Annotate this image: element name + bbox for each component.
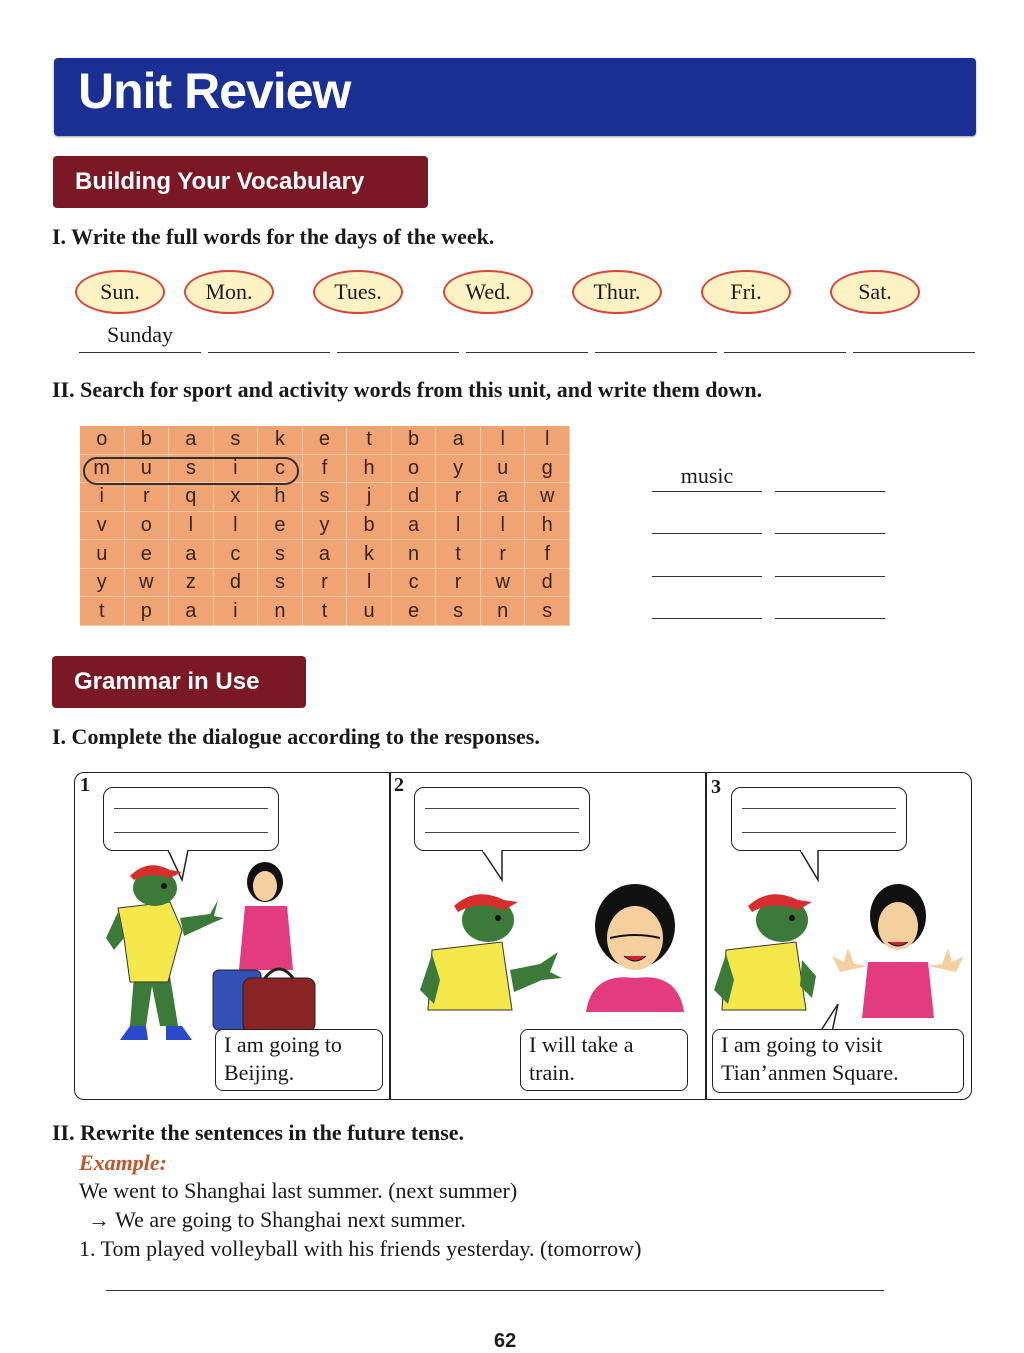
response-line: Tian’anmen Square.	[721, 1060, 899, 1085]
panel-number: 3	[711, 776, 721, 798]
grid-letter: y	[303, 512, 348, 541]
grid-letter: e	[303, 426, 348, 455]
grid-letter: s	[436, 597, 481, 626]
grid-letter: u	[80, 540, 125, 569]
day-abbreviation-pill: Sun.	[75, 270, 165, 314]
panel-number: 2	[394, 774, 404, 796]
found-word-highlight-music	[83, 457, 299, 485]
speech-bubble-blank	[103, 787, 279, 851]
day-abbreviation-pill: Mon.	[184, 270, 274, 314]
response-line: I will take a	[529, 1032, 634, 1057]
grid-letter: o	[125, 512, 170, 541]
girl-character-illustration	[580, 882, 690, 1012]
grid-letter: f	[525, 540, 570, 569]
speech-bubble-blank	[414, 787, 590, 851]
grid-letter: a	[169, 597, 214, 626]
grid-letter: k	[258, 426, 303, 455]
grid-letter: a	[481, 483, 526, 512]
word-answer-blank[interactable]	[775, 533, 885, 534]
grid-letter: t	[347, 426, 392, 455]
grid-letter: a	[169, 540, 214, 569]
grid-letter: a	[436, 426, 481, 455]
response-box	[712, 1029, 964, 1093]
day-answer-blank[interactable]	[337, 352, 459, 353]
day-abbreviation-pill: Thur.	[572, 270, 662, 314]
grid-letter: a	[392, 512, 437, 541]
grid-letter: b	[392, 426, 437, 455]
grid-letter: n	[481, 597, 526, 626]
grid-letter: d	[392, 483, 437, 512]
grid-letter: i	[214, 597, 259, 626]
grid-letter: t	[80, 597, 125, 626]
grid-letter: o	[80, 426, 125, 455]
grid-letter: w	[481, 569, 526, 598]
day-answer-blank[interactable]	[595, 352, 717, 353]
word-answer-blank[interactable]	[775, 576, 885, 577]
grid-letter: s	[258, 540, 303, 569]
grid-letter: s	[169, 455, 214, 484]
grid-letter: t	[303, 597, 348, 626]
grid-letter: l	[481, 426, 526, 455]
girl-character-illustration	[205, 860, 320, 1035]
grid-letter: s	[258, 569, 303, 598]
grid-letter: l	[436, 512, 481, 541]
day-answer-blank[interactable]	[466, 352, 588, 353]
boy-character-illustration	[418, 880, 568, 1020]
grid-letter: r	[303, 569, 348, 598]
grid-letter: h	[258, 483, 303, 512]
grid-letter: n	[392, 540, 437, 569]
grid-letter: r	[125, 483, 170, 512]
day-answer-blank[interactable]	[724, 352, 846, 353]
grid-letter: u	[125, 455, 170, 484]
grid-letter: h	[347, 455, 392, 484]
grid-letter: c	[258, 455, 303, 484]
grid-letter: e	[125, 540, 170, 569]
grid-letter: y	[436, 455, 481, 484]
day-answer-text: Sunday	[107, 322, 173, 347]
rewrite-item-1: 1. Tom played volleyball with his friends yesterday. (tomorrow)	[79, 1236, 642, 1261]
grid-letter: p	[125, 597, 170, 626]
grid-letter: s	[214, 426, 259, 455]
grid-letter: f	[303, 455, 348, 484]
grid-letter: j	[347, 483, 392, 512]
speech-bubble-tail	[792, 850, 832, 884]
grid-letter: r	[436, 483, 481, 512]
grid-letter: h	[525, 512, 570, 541]
response-line: I am going to visit	[721, 1032, 883, 1057]
grid-letter: b	[125, 426, 170, 455]
grid-letter: a	[303, 540, 348, 569]
response-line: train.	[529, 1060, 575, 1085]
example-label: Example:	[79, 1150, 167, 1175]
day-abbreviation-pill: Wed.	[443, 270, 533, 314]
response-box	[520, 1029, 688, 1091]
grammar-question-2-prompt: II. Rewrite the sentences in the future tense.	[52, 1120, 465, 1145]
grid-letter: u	[347, 597, 392, 626]
day-abbreviation-pill: Sat.	[830, 270, 920, 314]
vocab-question-2-prompt: II. Search for sport and activity words from this unit, and write them down.	[52, 377, 763, 402]
grid-letter: s	[525, 597, 570, 626]
panel-divider	[705, 772, 707, 1100]
word-answer-blank[interactable]	[652, 618, 762, 619]
grid-letter: o	[392, 455, 437, 484]
response-line: Beijing.	[224, 1060, 295, 1085]
grid-letter: l	[525, 426, 570, 455]
speech-bubble-tail	[476, 850, 516, 884]
grid-letter: r	[481, 540, 526, 569]
section-tab-vocabulary: Building Your Vocabulary	[53, 156, 428, 208]
grid-letter: e	[392, 597, 437, 626]
grammar-question-1-prompt: I. Complete the dialogue according to the responses.	[52, 724, 540, 749]
grid-letter: k	[347, 540, 392, 569]
response-box	[215, 1029, 383, 1091]
grid-letter: y	[80, 569, 125, 598]
word-answer-text: music	[680, 463, 734, 488]
page-title: Unit Review	[78, 63, 351, 119]
panel-number: 1	[80, 774, 90, 796]
grid-letter: i	[80, 483, 125, 512]
grid-letter: a	[169, 426, 214, 455]
grid-letter: l	[214, 512, 259, 541]
grid-letter: r	[436, 569, 481, 598]
example-sentence: We went to Shanghai last summer. (next summer)	[79, 1178, 518, 1203]
grid-letter: x	[214, 483, 259, 512]
day-answer-blank[interactable]	[79, 352, 201, 353]
word-answer-blank[interactable]	[652, 491, 762, 492]
day-abbreviation-pill: Tues.	[313, 270, 403, 314]
grid-letter: z	[169, 569, 214, 598]
grid-letter: w	[125, 569, 170, 598]
grid-letter: c	[214, 540, 259, 569]
page-number: 62	[494, 1330, 517, 1352]
panel-divider	[389, 772, 391, 1100]
speech-bubble-blank	[731, 787, 907, 851]
word-answer-blank[interactable]	[652, 576, 762, 577]
grid-letter: q	[169, 483, 214, 512]
day-answer-blank[interactable]	[208, 352, 330, 353]
grid-letter: d	[214, 569, 259, 598]
grid-letter: b	[347, 512, 392, 541]
grid-letter: s	[303, 483, 348, 512]
grid-letter: w	[525, 483, 570, 512]
grid-letter: v	[80, 512, 125, 541]
day-answer-blank[interactable]	[853, 352, 975, 353]
word-answer-blank[interactable]	[652, 533, 762, 534]
grid-letter: d	[525, 569, 570, 598]
word-answer-blank[interactable]	[775, 618, 885, 619]
rewrite-answer-blank-1[interactable]	[106, 1290, 884, 1291]
example-answer: → We are going to Shanghai next summer.	[88, 1207, 466, 1232]
section-tab-grammar: Grammar in Use	[52, 656, 306, 708]
grid-letter: l	[347, 569, 392, 598]
day-abbreviation-pill: Fri.	[701, 270, 791, 314]
word-search-grid	[80, 426, 570, 626]
grid-letter: t	[436, 540, 481, 569]
vocab-question-1-prompt: I. Write the full words for the days of the week.	[52, 224, 495, 249]
grid-letter: g	[525, 455, 570, 484]
grid-letter: u	[481, 455, 526, 484]
girl-character-illustration	[828, 882, 968, 1018]
grid-letter: c	[392, 569, 437, 598]
word-answer-blank[interactable]	[775, 491, 885, 492]
grid-letter: m	[80, 455, 125, 484]
grid-letter: e	[258, 512, 303, 541]
response-line: I am going to	[224, 1032, 342, 1057]
grid-letter: i	[214, 455, 259, 484]
grid-letter: l	[169, 512, 214, 541]
grid-letter: n	[258, 597, 303, 626]
boy-character-illustration	[712, 880, 842, 1020]
grid-letter: l	[481, 512, 526, 541]
